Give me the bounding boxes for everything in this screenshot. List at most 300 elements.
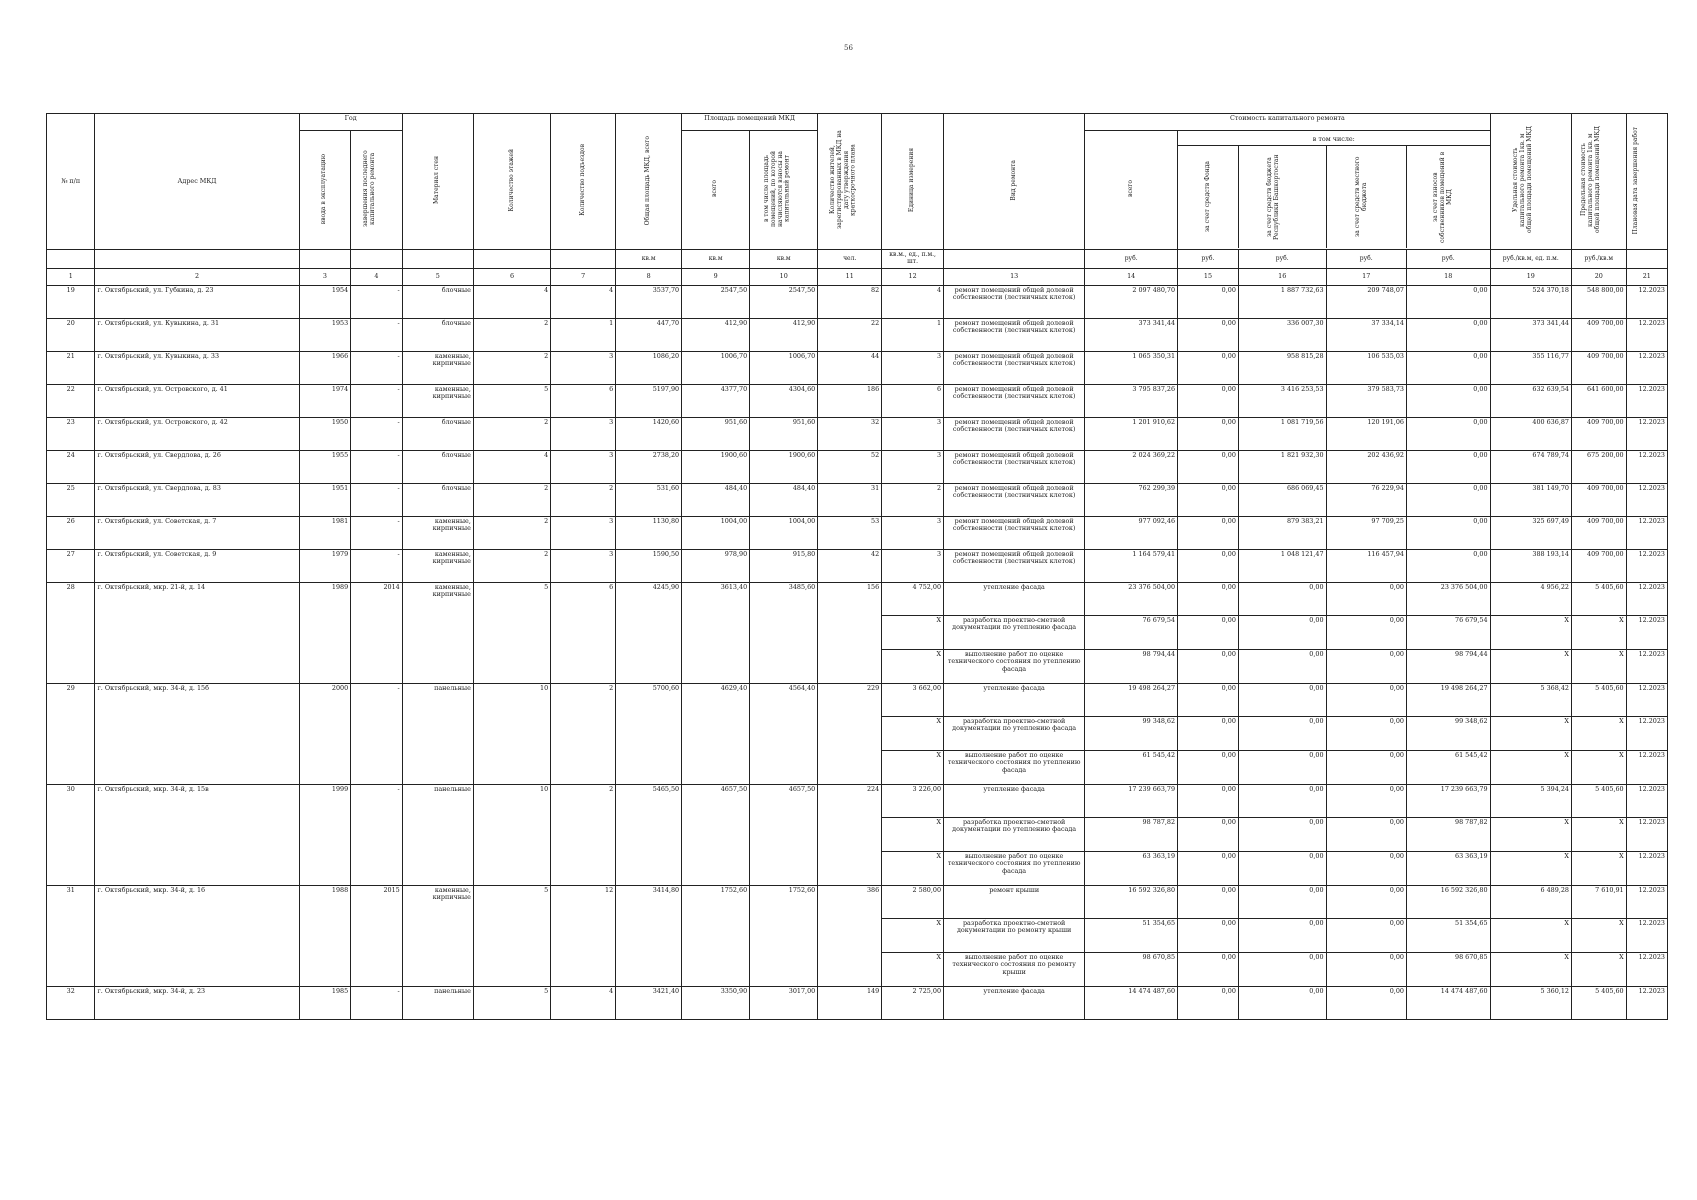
row-unit-cost: 4 956,22 [1490, 583, 1571, 616]
row-address: г. Октябрьский, ул. Островского, д. 42 [95, 418, 299, 451]
row-premises-total: 951,60 [682, 418, 750, 451]
row-work-type: ремонт помещений общей долевой собственности (лестничных клеток) [944, 352, 1085, 385]
row-unit-cost: X [1490, 852, 1571, 886]
row-unit-cost: 355 116,77 [1490, 352, 1571, 385]
row-year-last-repair: - [351, 484, 403, 517]
row-cost-fund: 0,00 [1178, 517, 1239, 550]
row-wall-material: каменные, кирпичные [402, 517, 473, 550]
row-premises-total: 4377,70 [682, 385, 750, 418]
row-floors: 2 [473, 550, 550, 583]
row-cost-fund: 0,00 [1178, 616, 1239, 650]
row-cost-rb: 0,00 [1238, 886, 1326, 919]
row-residents: 156 [818, 583, 882, 684]
row-number: 32 [47, 987, 95, 1020]
row-deadline: 12.2023 [1626, 583, 1667, 616]
row-number: 20 [47, 319, 95, 352]
row-wall-material: каменные, кирпичные [402, 583, 473, 684]
row-address: г. Октябрьский, мкр. 21-й, д. 14 [95, 583, 299, 684]
row-cost-fund: 0,00 [1178, 751, 1239, 785]
row-quantity: 2 [882, 484, 944, 517]
header-year-last-repair: завершения последнего капитального ремонта [351, 131, 403, 250]
column-number: 6 [473, 269, 550, 286]
row-year-last-repair: - [351, 385, 403, 418]
table-row [47, 418, 1668, 451]
row-residents: 22 [818, 319, 882, 352]
row-deadline: 12.2023 [1626, 385, 1667, 418]
row-premises-total: 484,40 [682, 484, 750, 517]
row-max-cost: 409 700,00 [1571, 352, 1626, 385]
row-cost-rb: 958 815,28 [1238, 352, 1326, 385]
row-floors: 2 [473, 319, 550, 352]
row-entrances: 2 [551, 484, 616, 517]
row-premises-total: 2547,50 [682, 286, 750, 319]
capital-repair-plan-table [46, 113, 1668, 1020]
row-cost-rb: 0,00 [1238, 785, 1326, 818]
row-cost-fund: 0,00 [1178, 785, 1239, 818]
header-cost-rb: за счет средств бюджета Республики Башкортостан [1239, 146, 1327, 248]
row-cost-fund: 0,00 [1178, 319, 1239, 352]
row-cost-local: 0,00 [1326, 583, 1406, 616]
row-year-commission: 1950 [299, 418, 351, 451]
row-cost-rb: 0,00 [1238, 919, 1326, 953]
row-quantity: 1 [882, 319, 944, 352]
row-quantity: 3 662,00 [882, 684, 944, 717]
row-work-type: ремонт крыши [944, 886, 1085, 919]
row-cost-fund: 0,00 [1178, 583, 1239, 616]
row-year-commission: 1954 [299, 286, 351, 319]
page-number: 56 [844, 44, 853, 52]
row-unit-cost: X [1490, 650, 1571, 684]
row-quantity: X [882, 852, 944, 886]
row-max-cost: 548 800,00 [1571, 286, 1626, 319]
row-cost-rb: 1 081 719,56 [1238, 418, 1326, 451]
header-unit-cost: Удельная стоимость капитального ремонта 1кв. м общей площади помещений МКД [1490, 114, 1571, 250]
row-cost-total: 14 474 487,60 [1085, 987, 1178, 1020]
row-number: 30 [47, 785, 95, 886]
header-cost-fund: за счет средств Фонда [1178, 146, 1239, 248]
row-wall-material: каменные, кирпичные [402, 550, 473, 583]
unit-15: руб. [1178, 250, 1239, 269]
row-cost-owners: 99 348,62 [1406, 717, 1490, 751]
row-work-type: ремонт помещений общей долевой собственности (лестничных клеток) [944, 418, 1085, 451]
row-cost-total: 762 299,39 [1085, 484, 1178, 517]
header-floors: Количество этажей [473, 114, 550, 250]
row-max-cost: X [1571, 919, 1626, 953]
row-floors: 5 [473, 987, 550, 1020]
row-premises-living: 412,90 [750, 319, 818, 352]
row-max-cost: 409 700,00 [1571, 484, 1626, 517]
row-address: г. Октябрьский, ул. Кувыкина, д. 31 [95, 319, 299, 352]
row-wall-material: панельные [402, 987, 473, 1020]
row-premises-total: 978,90 [682, 550, 750, 583]
row-deadline: 12.2023 [1626, 751, 1667, 785]
header-premises-total: всего [682, 131, 750, 250]
row-quantity: 6 [882, 385, 944, 418]
row-floors: 2 [473, 484, 550, 517]
row-wall-material: каменные, кирпичные [402, 886, 473, 987]
row-year-commission: 1979 [299, 550, 351, 583]
row-cost-total: 373 341,44 [1085, 319, 1178, 352]
header-deadline: Плановая дата завершения работ [1626, 114, 1667, 250]
row-cost-fund: 0,00 [1178, 484, 1239, 517]
row-total-area: 4245,90 [616, 583, 682, 684]
row-cost-total: 98 670,85 [1085, 953, 1178, 987]
row-max-cost: 5 405,60 [1571, 684, 1626, 717]
row-cost-local: 0,00 [1326, 717, 1406, 751]
row-unit-cost: 381 149,70 [1490, 484, 1571, 517]
row-cost-local: 0,00 [1326, 616, 1406, 650]
row-cost-total: 98 787,82 [1085, 818, 1178, 852]
row-cost-fund: 0,00 [1178, 650, 1239, 684]
table-body [47, 286, 1668, 1020]
row-premises-total: 412,90 [682, 319, 750, 352]
row-unit-cost: X [1490, 953, 1571, 987]
row-address: г. Октябрьский, мкр. 34-й, д. 16 [95, 886, 299, 987]
row-work-type: выполнение работ по оценке технического состояния по утеплению фасада [944, 650, 1085, 684]
column-number: 14 [1085, 269, 1178, 286]
row-premises-living: 3017,00 [750, 987, 818, 1020]
row-cost-rb: 0,00 [1238, 818, 1326, 852]
row-residents: 149 [818, 987, 882, 1020]
row-entrances: 6 [551, 583, 616, 684]
row-year-commission: 1951 [299, 484, 351, 517]
row-unit-cost: 5 368,42 [1490, 684, 1571, 717]
row-cost-rb: 0,00 [1238, 953, 1326, 987]
header-cost-total: всего [1085, 131, 1178, 250]
unit-18: руб. [1406, 250, 1490, 269]
column-number: 15 [1178, 269, 1239, 286]
row-cost-local: 120 191,06 [1326, 418, 1406, 451]
row-total-area: 1130,80 [616, 517, 682, 550]
row-deadline: 12.2023 [1626, 484, 1667, 517]
row-max-cost: X [1571, 751, 1626, 785]
header-cost: Стоимость капитального ремонта [1085, 114, 1490, 131]
row-max-cost: X [1571, 616, 1626, 650]
row-quantity: X [882, 616, 944, 650]
column-number: 18 [1406, 269, 1490, 286]
row-deadline: 12.2023 [1626, 987, 1667, 1020]
row-cost-rb: 879 383,21 [1238, 517, 1326, 550]
row-address: г. Октябрьский, ул. Кувыкина, д. 33 [95, 352, 299, 385]
row-year-last-repair: - [351, 987, 403, 1020]
row-premises-living: 4564,40 [750, 684, 818, 785]
row-cost-total: 63 363,19 [1085, 852, 1178, 886]
row-residents: 31 [818, 484, 882, 517]
row-unit-cost: 524 370,18 [1490, 286, 1571, 319]
row-number: 28 [47, 583, 95, 684]
row-premises-total: 4657,50 [682, 785, 750, 886]
row-cost-owners: 0,00 [1406, 484, 1490, 517]
row-number: 31 [47, 886, 95, 987]
row-premises-living: 1752,60 [750, 886, 818, 987]
row-premises-living: 2547,50 [750, 286, 818, 319]
row-year-last-repair: - [351, 451, 403, 484]
row-cost-local: 0,00 [1326, 650, 1406, 684]
row-cost-fund: 0,00 [1178, 919, 1239, 953]
row-cost-local: 97 709,25 [1326, 517, 1406, 550]
row-max-cost: 7 610,91 [1571, 886, 1626, 919]
row-cost-owners: 0,00 [1406, 550, 1490, 583]
row-cost-local: 106 535,03 [1326, 352, 1406, 385]
row-year-commission: 1955 [299, 451, 351, 484]
row-work-type: ремонт помещений общей долевой собственности (лестничных клеток) [944, 550, 1085, 583]
row-total-area: 2738,20 [616, 451, 682, 484]
row-quantity: X [882, 953, 944, 987]
row-premises-living: 4657,50 [750, 785, 818, 886]
row-deadline: 12.2023 [1626, 451, 1667, 484]
column-number: 17 [1326, 269, 1406, 286]
row-deadline: 12.2023 [1626, 886, 1667, 919]
row-premises-living: 915,80 [750, 550, 818, 583]
row-number: 26 [47, 517, 95, 550]
row-address: г. Октябрьский, мкр. 34-й, д. 15в [95, 785, 299, 886]
row-address: г. Октябрьский, мкр. 34-й, д. 15б [95, 684, 299, 785]
row-cost-rb: 686 069,45 [1238, 484, 1326, 517]
row-cost-owners: 14 474 487,60 [1406, 987, 1490, 1020]
unit-16: руб. [1238, 250, 1326, 269]
table-row [47, 987, 1668, 1020]
row-wall-material: каменные, кирпичные [402, 352, 473, 385]
row-cost-owners: 0,00 [1406, 286, 1490, 319]
row-cost-local: 202 436,92 [1326, 451, 1406, 484]
row-max-cost: X [1571, 953, 1626, 987]
row-year-commission: 1989 [299, 583, 351, 684]
row-premises-total: 1004,00 [682, 517, 750, 550]
row-max-cost: 409 700,00 [1571, 550, 1626, 583]
row-year-commission: 1988 [299, 886, 351, 987]
row-cost-fund: 0,00 [1178, 953, 1239, 987]
table-row [47, 785, 1668, 818]
row-cost-fund: 0,00 [1178, 451, 1239, 484]
row-work-type: разработка проектно-сметной документации по ремонту крыши [944, 919, 1085, 953]
row-quantity: 3 [882, 451, 944, 484]
row-premises-living: 4304,60 [750, 385, 818, 418]
column-number: 21 [1626, 269, 1667, 286]
row-address: г. Октябрьский, ул. Советская, д. 9 [95, 550, 299, 583]
row-cost-fund: 0,00 [1178, 418, 1239, 451]
row-number: 24 [47, 451, 95, 484]
row-quantity: 3 [882, 352, 944, 385]
header-total-area: Общая площадь МКД, всего [616, 114, 682, 250]
row-wall-material: каменные, кирпичные [402, 385, 473, 418]
row-cost-total: 51 354,65 [1085, 919, 1178, 953]
row-year-commission: 1981 [299, 517, 351, 550]
row-cost-fund: 0,00 [1178, 987, 1239, 1020]
row-cost-owners: 0,00 [1406, 418, 1490, 451]
row-cost-rb: 0,00 [1238, 751, 1326, 785]
column-number: 16 [1238, 269, 1326, 286]
column-number: 19 [1490, 269, 1571, 286]
row-quantity: 2 725,00 [882, 987, 944, 1020]
row-cost-total: 2 097 480,70 [1085, 286, 1178, 319]
row-max-cost: 5 405,60 [1571, 785, 1626, 818]
row-deadline: 12.2023 [1626, 650, 1667, 684]
row-wall-material: блочные [402, 319, 473, 352]
row-max-cost: 641 600,00 [1571, 385, 1626, 418]
row-work-type: утепление фасада [944, 785, 1085, 818]
row-cost-local: 379 583,73 [1326, 385, 1406, 418]
row-max-cost: 675 200,00 [1571, 451, 1626, 484]
row-total-area: 3421,40 [616, 987, 682, 1020]
row-cost-owners: 0,00 [1406, 352, 1490, 385]
row-work-type: разработка проектно-сметной документации по утеплению фасада [944, 818, 1085, 852]
table-row [47, 886, 1668, 919]
header-n: № п/п [47, 114, 95, 250]
row-unit-cost: X [1490, 616, 1571, 650]
row-floors: 4 [473, 286, 550, 319]
row-cost-rb: 0,00 [1238, 852, 1326, 886]
row-quantity: 4 [882, 286, 944, 319]
row-cost-local: 209 748,07 [1326, 286, 1406, 319]
row-address: г. Октябрьский, ул. Советская, д. 7 [95, 517, 299, 550]
row-total-area: 1590,50 [616, 550, 682, 583]
column-numbers-row [47, 269, 1668, 286]
row-year-last-repair: - [351, 550, 403, 583]
table-row [47, 517, 1668, 550]
row-quantity: 3 [882, 517, 944, 550]
row-unit-cost: 5 360,12 [1490, 987, 1571, 1020]
header-residents: Количество жителей, зарегистрированных в МКД на дату утверждения краткосрочного плана [818, 114, 882, 250]
column-number: 10 [750, 269, 818, 286]
row-year-commission: 1966 [299, 352, 351, 385]
row-cost-owners: 98 670,85 [1406, 953, 1490, 987]
row-entrances: 6 [551, 385, 616, 418]
row-year-last-repair: - [351, 286, 403, 319]
row-cost-local: 0,00 [1326, 852, 1406, 886]
row-residents: 186 [818, 385, 882, 418]
row-work-type: ремонт помещений общей долевой собственности (лестничных клеток) [944, 484, 1085, 517]
row-max-cost: 5 405,60 [1571, 583, 1626, 616]
row-max-cost: X [1571, 717, 1626, 751]
row-quantity: 4 752,00 [882, 583, 944, 616]
row-cost-total: 1 201 910,62 [1085, 418, 1178, 451]
row-entrances: 4 [551, 987, 616, 1020]
header-cost-local: за счет средств местного бюджета [1327, 146, 1407, 248]
unit-14: руб. [1085, 250, 1178, 269]
row-cost-owners: 61 545,42 [1406, 751, 1490, 785]
row-cost-owners: 63 363,19 [1406, 852, 1490, 886]
row-floors: 4 [473, 451, 550, 484]
row-premises-living: 3485,60 [750, 583, 818, 684]
row-cost-total: 2 024 369,22 [1085, 451, 1178, 484]
row-wall-material: блочные [402, 451, 473, 484]
row-cost-owners: 0,00 [1406, 517, 1490, 550]
row-floors: 5 [473, 583, 550, 684]
row-cost-local: 0,00 [1326, 886, 1406, 919]
row-cost-owners: 98 794,44 [1406, 650, 1490, 684]
row-premises-total: 3613,40 [682, 583, 750, 684]
row-max-cost: 409 700,00 [1571, 319, 1626, 352]
row-cost-total: 23 376 504,00 [1085, 583, 1178, 616]
row-quantity: X [882, 650, 944, 684]
row-cost-local: 0,00 [1326, 684, 1406, 717]
row-cost-fund: 0,00 [1178, 352, 1239, 385]
row-residents: 32 [818, 418, 882, 451]
row-address: г. Октябрьский, ул. Островского, д. 41 [95, 385, 299, 418]
row-deadline: 12.2023 [1626, 919, 1667, 953]
row-total-area: 5700,60 [616, 684, 682, 785]
row-entrances: 2 [551, 684, 616, 785]
row-deadline: 12.2023 [1626, 352, 1667, 385]
row-entrances: 12 [551, 886, 616, 987]
row-cost-fund: 0,00 [1178, 886, 1239, 919]
row-deadline: 12.2023 [1626, 550, 1667, 583]
row-cost-fund: 0,00 [1178, 852, 1239, 886]
row-max-cost: 409 700,00 [1571, 517, 1626, 550]
row-max-cost: X [1571, 650, 1626, 684]
row-work-type: утепление фасада [944, 583, 1085, 616]
row-residents: 53 [818, 517, 882, 550]
unit-9: кв.м [682, 250, 750, 269]
row-address: г. Октябрьский, мкр. 34-й, д. 23 [95, 987, 299, 1020]
row-unit-cost: 674 789,74 [1490, 451, 1571, 484]
header-premises-area: Площадь помещений МКД [682, 114, 818, 131]
header-premises-living: в том числе площадь помещений, по которой начисляются взносы на капитальный ремонт [750, 131, 818, 250]
row-quantity: X [882, 919, 944, 953]
row-deadline: 12.2023 [1626, 818, 1667, 852]
row-floors: 2 [473, 352, 550, 385]
row-cost-fund: 0,00 [1178, 550, 1239, 583]
row-residents: 42 [818, 550, 882, 583]
row-number: 21 [47, 352, 95, 385]
row-cost-owners: 23 376 504,00 [1406, 583, 1490, 616]
column-number: 11 [818, 269, 882, 286]
row-deadline: 12.2023 [1626, 517, 1667, 550]
row-work-type: ремонт помещений общей долевой собственности (лестничных клеток) [944, 451, 1085, 484]
row-deadline: 12.2023 [1626, 286, 1667, 319]
row-year-commission: 2000 [299, 684, 351, 785]
row-cost-rb: 1 048 121,47 [1238, 550, 1326, 583]
row-unit-cost: 5 394,24 [1490, 785, 1571, 818]
row-year-commission: 1999 [299, 785, 351, 886]
row-unit-cost: 400 636,87 [1490, 418, 1571, 451]
header-year-commission: ввода в эксплуатацию [299, 131, 351, 250]
row-work-type: утепление фасада [944, 987, 1085, 1020]
unit-11: чел. [818, 250, 882, 269]
row-unit-cost: 373 341,44 [1490, 319, 1571, 352]
row-total-area: 1086,20 [616, 352, 682, 385]
row-cost-owners: 98 787,82 [1406, 818, 1490, 852]
row-cost-fund: 0,00 [1178, 385, 1239, 418]
row-premises-total: 4629,40 [682, 684, 750, 785]
row-entrances: 3 [551, 352, 616, 385]
row-entrances: 3 [551, 451, 616, 484]
column-number: 1 [47, 269, 95, 286]
row-premises-total: 1752,60 [682, 886, 750, 987]
row-cost-rb: 1 821 932,30 [1238, 451, 1326, 484]
row-cost-local: 0,00 [1326, 818, 1406, 852]
row-cost-rb: 0,00 [1238, 684, 1326, 717]
row-premises-living: 1900,60 [750, 451, 818, 484]
row-entrances: 3 [551, 418, 616, 451]
row-number: 27 [47, 550, 95, 583]
column-number: 13 [944, 269, 1085, 286]
unit-19: руб./кв.м, ед. п.м. [1490, 250, 1571, 269]
row-address: г. Октябрьский, ул. Губкина, д. 23 [95, 286, 299, 319]
header-wall-material: Материал стен [402, 114, 473, 250]
row-quantity: X [882, 751, 944, 785]
row-premises-living: 484,40 [750, 484, 818, 517]
unit-8: кв.м [616, 250, 682, 269]
row-premises-living: 951,60 [750, 418, 818, 451]
row-max-cost: 409 700,00 [1571, 418, 1626, 451]
column-number: 20 [1571, 269, 1626, 286]
column-number: 4 [351, 269, 403, 286]
table-row [47, 451, 1668, 484]
row-work-type: утепление фасада [944, 684, 1085, 717]
row-deadline: 12.2023 [1626, 616, 1667, 650]
row-work-type: ремонт помещений общей долевой собственности (лестничных клеток) [944, 319, 1085, 352]
